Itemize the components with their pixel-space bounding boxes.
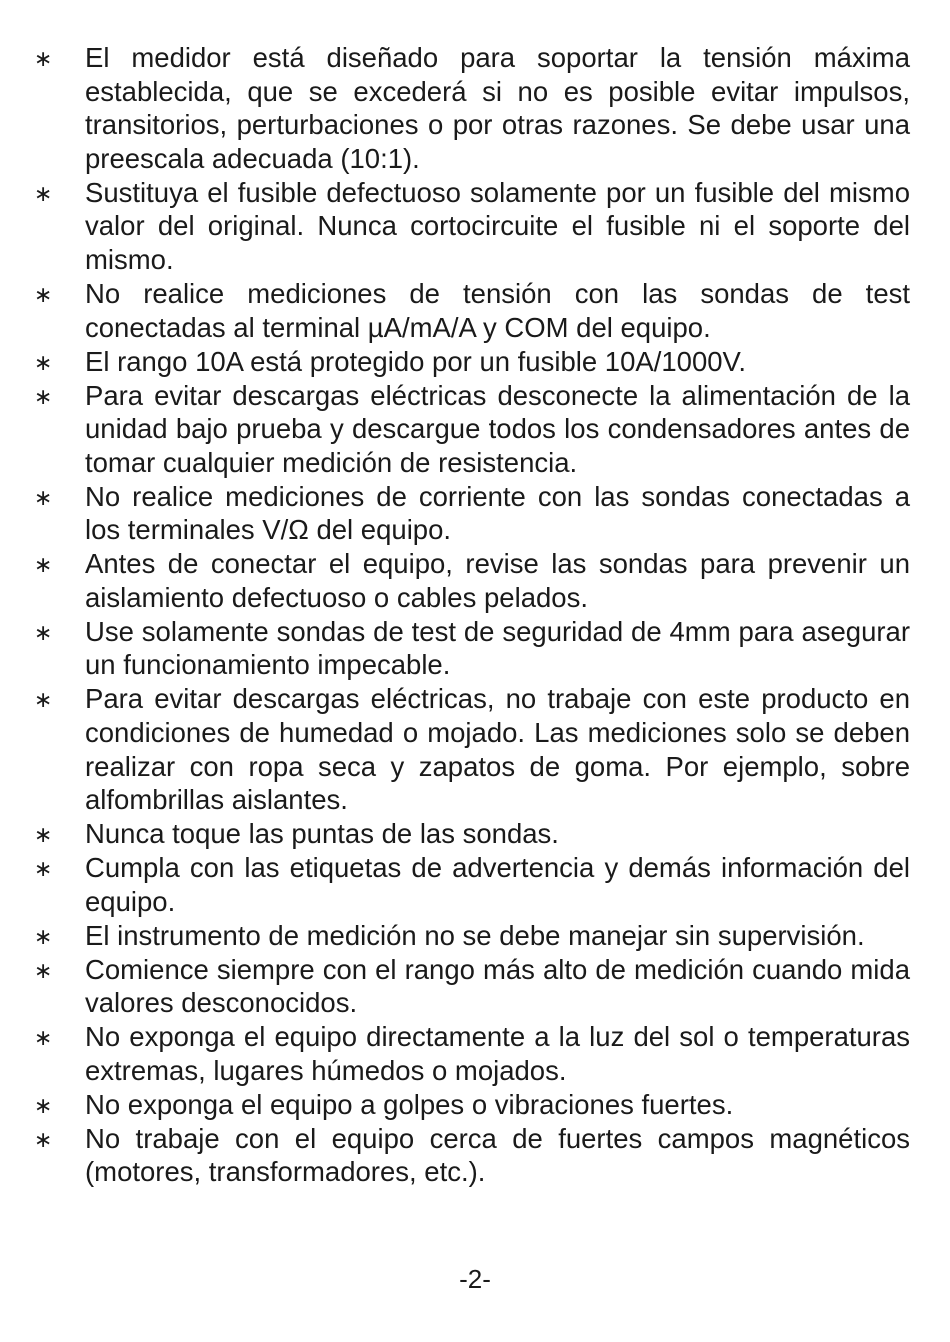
list-item (30, 682, 910, 816)
list-item-text: El rango 10A está protegido por un fusible 10A/1000V. (85, 345, 747, 377)
asterisk-bullet-icon: ∗ (34, 180, 53, 206)
list-item-text: No trabaje con el equipo cerca de fuertes campos magnéticos (motores, transformadores, etc.). (85, 1122, 910, 1188)
asterisk-bullet-icon: ∗ (34, 1025, 53, 1051)
list-item-text: Comience siempre con el rango más alto de medición cuando mida valores desconocidos. (85, 953, 910, 1019)
list-item (30, 176, 910, 277)
list-item-text: Use solamente sondas de test de seguridad de 4mm para asegurar un funcionamiento impecable. (85, 615, 910, 681)
asterisk-bullet-icon: ∗ (34, 281, 53, 307)
list-item-text: Sustituya el fusible defectuoso solamente por un fusible del mismo valor del original. Nunca cortocircuite el fusible ni el soporte del mismo. (85, 176, 910, 275)
list-item-text: No exponga el equipo a golpes o vibraciones fuertes. (85, 1088, 734, 1120)
list-item-text: El medidor está diseñado para soportar la tensión máxima establecida, que se excederá si no es posible evitar impulsos, transitorios, perturbaciones o por otras razones. Se debe usar una preescala adecuada (10:1). (85, 42, 910, 174)
list-item-text: Nunca toque las puntas de las sondas. (85, 818, 559, 850)
asterisk-bullet-icon: ∗ (34, 552, 53, 578)
asterisk-bullet-icon: ∗ (34, 1092, 53, 1118)
list-item (30, 41, 910, 175)
list-item (30, 1088, 910, 1122)
safety-instructions-list (30, 41, 910, 1189)
list-item (30, 953, 910, 1020)
list-item (30, 851, 910, 918)
list-item-text: El instrumento de medición no se debe manejar sin supervisión. (85, 919, 865, 951)
list-item-text: No realice mediciones de corriente con las sondas conectadas a los terminales V/Ω del equipo. (85, 480, 910, 546)
list-item (30, 817, 910, 851)
asterisk-bullet-icon: ∗ (34, 349, 53, 375)
asterisk-bullet-icon: ∗ (34, 923, 53, 949)
asterisk-bullet-icon: ∗ (34, 484, 53, 510)
list-item-text: Antes de conectar el equipo, revise las sondas para prevenir un aislamiento defectuoso o cables pelados. (85, 548, 910, 613)
list-item (30, 345, 910, 379)
page-number: -2- (459, 1264, 491, 1294)
list-item (30, 919, 910, 953)
list-item (30, 1020, 910, 1087)
list-item (30, 379, 910, 480)
list-item (30, 1122, 910, 1189)
list-item (30, 277, 910, 344)
asterisk-bullet-icon: ∗ (34, 46, 53, 71)
list-item-text: Para evitar descargas eléctricas, no trabaje con este producto en condiciones de humedad o mojado. Las mediciones solo se deben realizar con ropa seca y zapatos de goma. Por ejemplo, sobre alfombrillas aislantes. (85, 683, 910, 816)
list-item-text: Cumpla con las etiquetas de advertencia y demás información del equipo. (85, 852, 910, 917)
list-item (30, 547, 910, 614)
list-item-text: No realice mediciones de tensión con las sondas de test conectadas al terminal µA/mA/A y COM del equipo. (85, 277, 910, 343)
list-item (30, 615, 910, 682)
asterisk-bullet-icon: ∗ (34, 383, 53, 409)
asterisk-bullet-icon: ∗ (34, 856, 53, 882)
asterisk-bullet-icon: ∗ (34, 822, 53, 848)
list-item (30, 480, 910, 547)
list-item-text: No exponga el equipo directamente a la luz del sol o temperaturas extremas, lugares húmedos o mojados. (85, 1021, 910, 1086)
list-item-text: Para evitar descargas eléctricas desconecte la alimentación de la unidad bajo prueba y descargue todos los condensadores antes de tomar cualquier medición de resistencia. (85, 379, 910, 478)
asterisk-bullet-icon: ∗ (34, 1126, 53, 1152)
asterisk-bullet-icon: ∗ (34, 619, 53, 645)
asterisk-bullet-icon: ∗ (34, 957, 53, 983)
asterisk-bullet-icon: ∗ (34, 687, 53, 713)
